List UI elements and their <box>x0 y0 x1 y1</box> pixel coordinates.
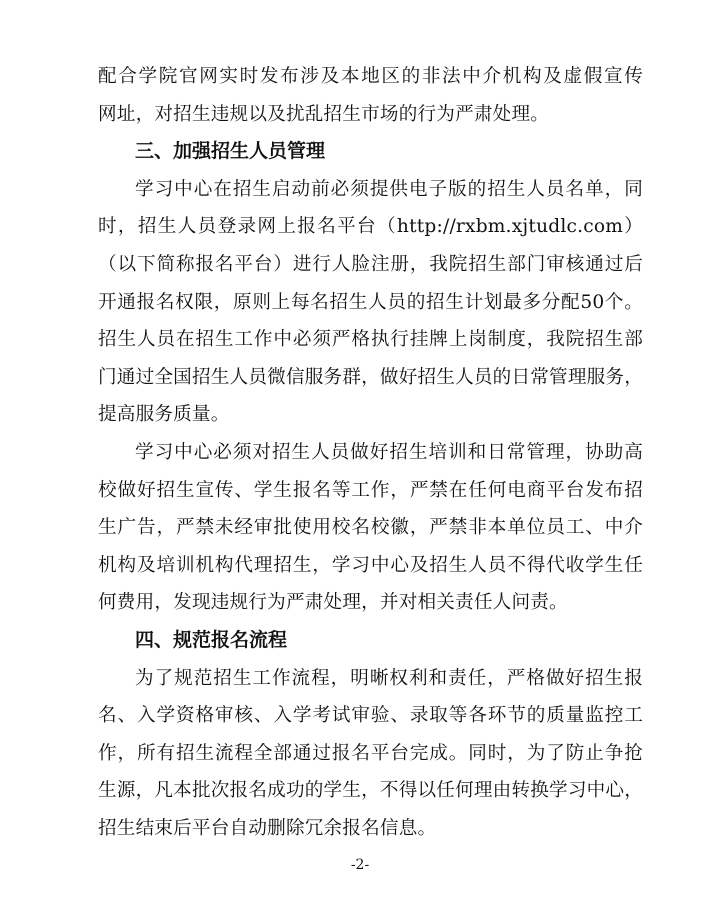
text-line: 开通报名权限，原则上每名招生人员的招生计划最多分配50个。 <box>98 291 643 313</box>
section-heading-4: 四、规范报名流程 <box>135 628 288 651</box>
text-line: 网址，对招生违规以及扰乱招生市场的行为严肃处理。 <box>98 103 550 125</box>
text-line: 学习中心必须对招生人员做好招生培训和日常管理，协助高 <box>135 441 643 463</box>
text-line: （以下简称报名平台）进行人脸注册，我院招生部门审核通过后 <box>98 253 643 275</box>
intro-paragraph <box>98 58 643 133</box>
text-line: 何费用，发现违规行为严肃处理，并对相关责任人问责。 <box>98 592 568 614</box>
text-line: 招生结束后平台自动删除冗余报名信息。 <box>98 817 437 839</box>
text-line: 配合学院官网实时发布涉及本地区的非法中介机构及虚假宣传 <box>98 66 643 87</box>
section4-paragraph-1 <box>98 660 643 848</box>
text-line: 名、入学资格审核、入学考试审验、录取等各环节的质量监控工 <box>98 705 643 727</box>
text-line: 作，所有招生流程全部通过报名平台完成。同时，为了防止争抢 <box>98 742 643 764</box>
section3-paragraph-1 <box>98 171 643 434</box>
text-line: 生源，凡本批次报名成功的学生，不得以任何理由转换学习中心， <box>98 780 644 802</box>
text-line: 生广告，严禁未经审批使用校名校徽，严禁非本单位员工、中介 <box>98 517 643 539</box>
document-body <box>98 58 643 847</box>
text-line: 为了规范招生工作流程，明晰权利和责任，严格做好招生报 <box>135 667 643 689</box>
text-line: 学习中心在招生启动前必须提供电子版的招生人员名单，同 <box>135 178 643 200</box>
text-line: 机构及培训机构代理招生，学习中心及招生人员不得代收学生任 <box>98 554 643 576</box>
section-heading-3: 三、加强招生人员管理 <box>135 140 326 163</box>
text-line: 门通过全国招生人员微信服务群，做好招生人员的日常管理服务， <box>98 366 644 388</box>
text-line: 校做好招生宣传、学生报名等工作，严禁在任何电商平台发布招 <box>98 479 643 501</box>
text-line: 提高服务质量。 <box>98 404 230 426</box>
text-line: 招生人员在招生工作中必须严格执行挂牌上岗制度，我院招生部 <box>98 329 643 351</box>
text-line: 时，招生人员登录网上报名平台（http://rxbm.xjtudlc.com） <box>98 216 643 238</box>
section3-paragraph-2 <box>98 434 643 622</box>
page-number: -2- <box>350 857 370 873</box>
